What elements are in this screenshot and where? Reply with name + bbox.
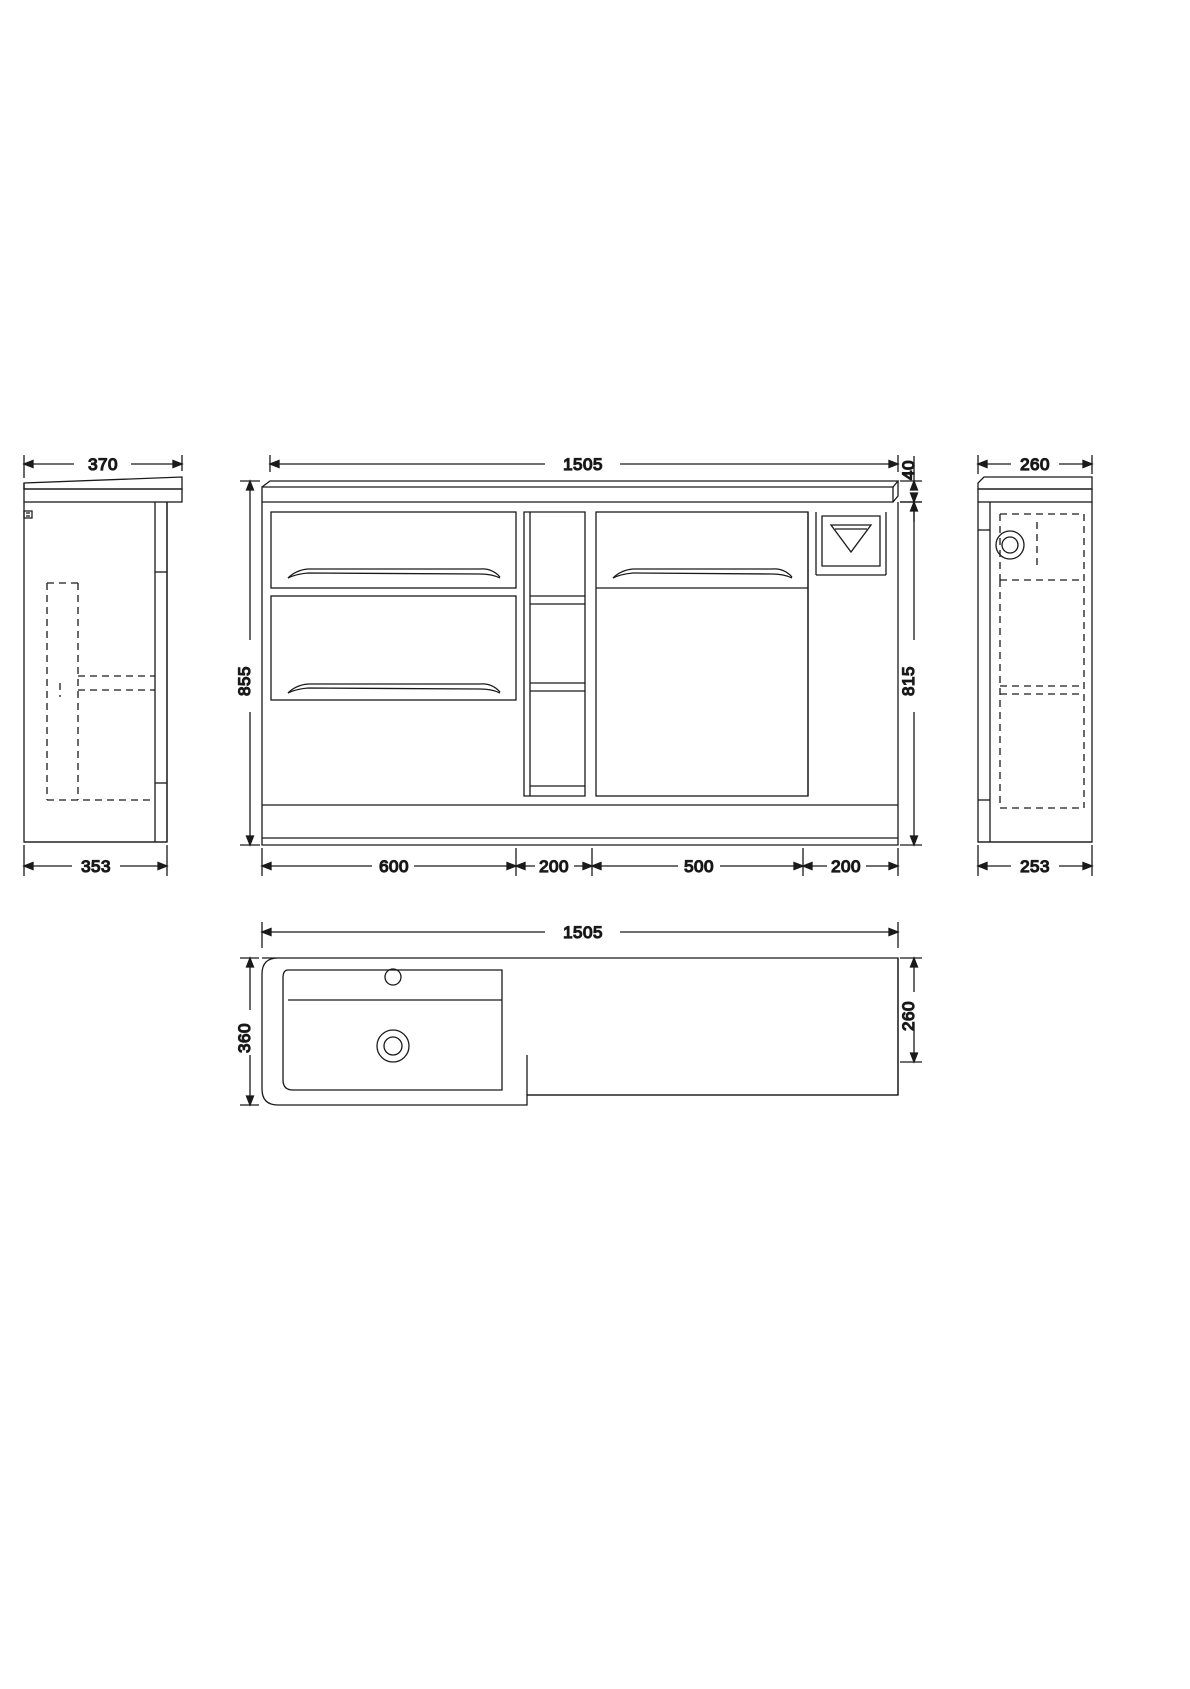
dim-label-front-width: 1505 bbox=[563, 455, 603, 474]
plan-view bbox=[262, 958, 898, 1105]
dim-left-bottom-353 bbox=[24, 845, 167, 876]
dim-label-right-top-depth: 260 bbox=[1020, 455, 1050, 474]
dim-plan-width-1505 bbox=[262, 922, 898, 948]
right-side-view bbox=[978, 477, 1092, 842]
dim-front-segments bbox=[262, 848, 898, 876]
dim-label-worktop-thickness: 40 bbox=[899, 460, 918, 480]
dim-left-top-370 bbox=[24, 455, 182, 478]
dim-plan-worktop-depth-260 bbox=[899, 958, 922, 1062]
front-view bbox=[262, 481, 898, 845]
dim-label-carcass-height: 815 bbox=[899, 666, 918, 696]
dim-label-overall-height: 855 bbox=[235, 666, 254, 696]
left-side-view bbox=[24, 477, 182, 842]
dim-right-bottom-253 bbox=[978, 845, 1092, 876]
dim-label-segment-2: 200 bbox=[539, 857, 569, 876]
dim-front-carcass-815 bbox=[899, 502, 922, 845]
dim-plan-basin-depth-360 bbox=[235, 958, 259, 1105]
dim-label-right-bottom-depth: 253 bbox=[1020, 857, 1050, 876]
dim-front-worktop-40 bbox=[899, 456, 922, 522]
dim-label-plan-width: 1505 bbox=[563, 923, 603, 942]
dim-label-worktop-depth: 260 bbox=[899, 1001, 918, 1031]
dim-label-left-top-depth: 370 bbox=[88, 455, 118, 474]
dim-label-segment-1: 600 bbox=[379, 857, 409, 876]
dim-label-segment-3: 500 bbox=[684, 857, 714, 876]
dim-front-width-1505 bbox=[270, 455, 898, 474]
dim-label-segment-4: 200 bbox=[831, 857, 861, 876]
dim-label-left-bottom-depth: 353 bbox=[81, 857, 111, 876]
dim-right-top-260 bbox=[978, 455, 1092, 474]
dim-label-basin-depth: 360 bbox=[235, 1023, 254, 1053]
dim-front-height-855 bbox=[235, 481, 260, 845]
